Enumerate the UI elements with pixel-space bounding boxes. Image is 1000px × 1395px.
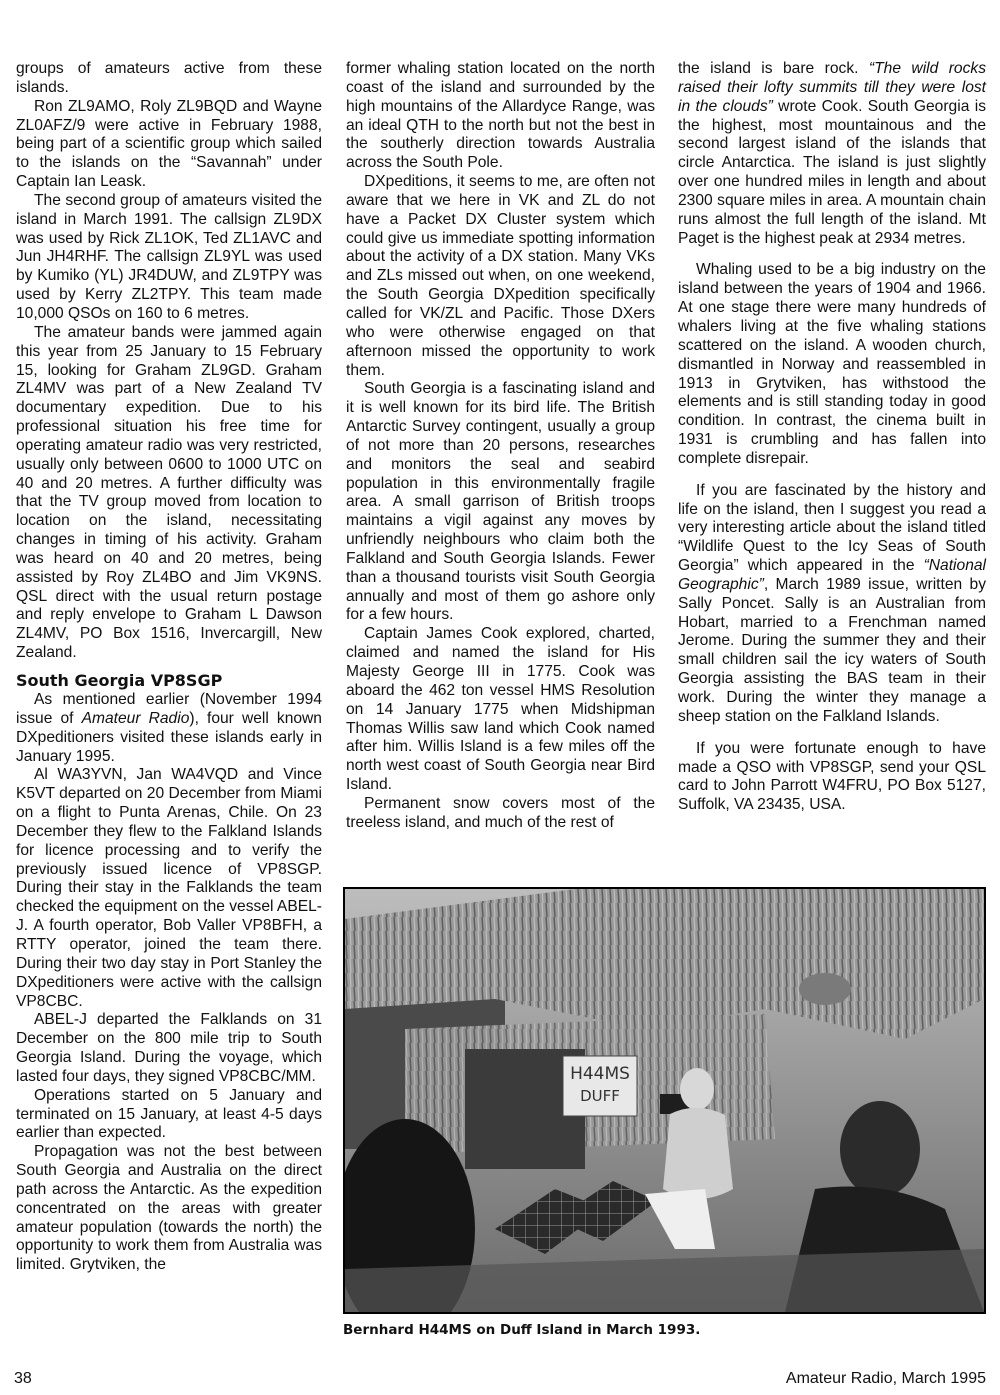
person-cap [799, 973, 851, 1005]
text-run: ), four well known DXpeditioners visited these islands early in January 1995. [16, 709, 322, 765]
column-1 [16, 60, 322, 1275]
man-head [680, 1068, 714, 1110]
paragraph: Al WA3YVN, Jan WA4VQD and Vince K5VT departed on 20 December from Miami on a flight to Punta Arenas, Chile. On 23 December they flew to the Falkland Islands for licence processing and to verify the previously issued licence of VP8SGP. During their stay in the Falklands the team checked the equipment on the vessel ABEL-J. A fourth operator, Bob Valler VP8BFH, a RTTY operator, joined the team there. During their two day stay in Port Stanley the DXpeditioners were active with the callsign VP8CBC. [16, 766, 323, 1010]
paragraph: The second group of amateurs visited the island in March 1991. The callsign ZL9DX was used by Rick ZL1OK, Ted ZL1AVC and Jun JH4RHF. The callsign ZL9YL was used by Kumiko (YL) JR4DUW, and ZL9TPY was used by Kerry ZL2TPY. This team made 10,000 QSOs on 160 to 6 metres. [16, 191, 322, 322]
photo [343, 887, 986, 1314]
photo-caption: Bernhard H44MS on Duff Island in March 1993. [343, 1322, 701, 1338]
sign-text-1: H44MS [570, 1064, 630, 1084]
paragraph: The amateur bands were jammed again this year from 25 January to 15 February 15, looking for Graham ZL9GD. Graham ZL4MV was part of a New Zealand TV documentary expedition. Due to his professional situation his free time for operating amateur radio was very restricted, usually only between 0600 to 1000 UTC on 40 and 20 metres. A further difficulty was that the TV group moved from location to location on the island, necessitating changes in timing of his activity. Graham was heard on 40 and 20 metres, being assisted by Roy ZL4BO and Jim VK9NS. QSL direct with the usual return postage and reply envelope to Graham L Dawson ZL4MV, PO Box 1516, Invercargill, New Zealand. [16, 323, 322, 662]
column-2 [346, 60, 655, 833]
paragraph: If you were fortunate enough to have made a QSO with VP8SGP, send your QSL card to John Parrott W4FRU, PO Box 5127, Suffolk, VA 23435, USA. [678, 739, 986, 814]
magazine-title: Amateur Radio [81, 709, 190, 727]
paragraph: Operations started on 5 January and terminated on 15 January, at least 4-5 days earlier than expected. [16, 1086, 322, 1142]
person-right-head [840, 1101, 920, 1197]
magazine-footer: Amateur Radio, March 1995 [785, 1370, 986, 1387]
text-run: , March 1989 issue, written by Sally Poncet. Sally is an Australian from Hobart, married to a Frenchman named Jerome. During the summer they and their small children sail the icy waters of South Georgia assisting the BAS team in their work. During the winter they manage a sheep station on the Falkland Islands. [678, 575, 986, 725]
paragraph: Permanent snow covers most of the treeless island, and much of the rest of [346, 794, 655, 831]
paragraph [678, 60, 986, 248]
cook-quote: “The wild rocks raised their lofty summits till they were lost in the clouds” [678, 60, 986, 115]
paragraph: ABEL-J departed the Falklands on 31 December on the 800 mile trip to South Georgia Island. During the voyage, which lasted four days, they signed VP8CBC/MM. [16, 1011, 322, 1085]
paragraph [16, 691, 322, 766]
paragraph: Propagation was not the best between South Georgia and Australia on the direct path across the Antarctic. As the expedition concentrated on the areas with greater amateur population (towards the north) the opportunity to work them from Australia was limited. Grytviken, the [16, 1143, 322, 1274]
paragraph [678, 482, 986, 727]
paragraph: South Georgia is a fascinating island and it is well known for its bird life. The British Antarctic Survey contingent, usually a group of not more than 20 persons, researches and monitors the seal and seabird population in this environmentally fragile area. A small garrison of British troops maintains a vigil against any moves by unfriendly neighbours who claim both the Falkland and South Georgia Islands. Fewer than a thousand tourists visit South Georgia annually and most of them go ashore only for a few hours. [346, 380, 655, 624]
text-run: If you are fascinated by the history and life on the island, then I suggest you read a very interesting article about the island titled “Wildlife Quest to the Icy Seas of South Georgia” which appeared in the [678, 481, 986, 575]
text-run: wrote Cook. South Georgia is the highest, most mountainous and the second largest island of the islands that circle Antarctica. The island is just slightly over one hundred miles in length and about 2300 square miles in area. A mountain chain runs almost the full length of the island. Mt Paget is the highest peak at 2934 metres. [678, 97, 986, 247]
paragraph: groups of amateurs active from these islands. [16, 60, 322, 96]
sign-text-2: DUFF [580, 1087, 620, 1105]
man-body [663, 1108, 733, 1199]
text-run: the island is bare rock. [678, 60, 859, 77]
text-run: As mentioned earlier (November 1994 issue of [16, 691, 322, 727]
paragraph: Captain James Cook explored, charted, claimed and named the island for His Majesty George III in 1775. Cook was aboard the 462 ton vessel HMS Resolution on 14 January 1775 when Midshipman Thomas Willis saw land which Cook named after him. Willis Island is a few miles off the north west coast of South Georgia near Bird Island. [346, 625, 655, 794]
paragraph: Ron ZL9AMO, Roly ZL9BQD and Wayne ZL0AFZ/9 were active in February 1988, being part of a scientific group which sailed to the islands on the “Savannah” under Captain Ian Leask. [16, 97, 322, 191]
page-number: 38 [14, 1370, 32, 1387]
photo-illustration [345, 889, 984, 1312]
magazine-title: “National Geographic” [678, 557, 986, 593]
paragraph: former whaling station located on the north coast of the island and surrounded by the high mountains of the Allardyce Range, was an ideal QTH to the north but not the best in the southerly direction towards Australia across the South Pole. [346, 60, 655, 172]
paragraph: Whaling used to be a big industry on the island between the years of 1904 and 1966. At one stage there were many hundreds of whalers living at the five whaling stations scattered on the island. A wooden church, dismantled in Norway and reassembled in 1913 in Grytviken, has withstood the elements and is still standing today in good condition. In contrast, the cinema built in 1931 is crumbling and has fallen into complete disrepair. [678, 261, 986, 467]
column-3 [678, 60, 986, 815]
section-heading: South Georgia VP8SGP [16, 671, 223, 690]
paragraph: DXpeditions, it seems to me, are often not aware that we here in VK and ZL do not have a Packet DX Cluster system which could give us immediate spotting information about the activity of a DX station. Many VKs and ZLs missed out when, on one weekend, the South Georgia DXpedition specifically called for VK/ZL and Pacific. Those DXers who were otherwise engaged on that afternoon missed the opportunity to work them. [346, 173, 655, 379]
